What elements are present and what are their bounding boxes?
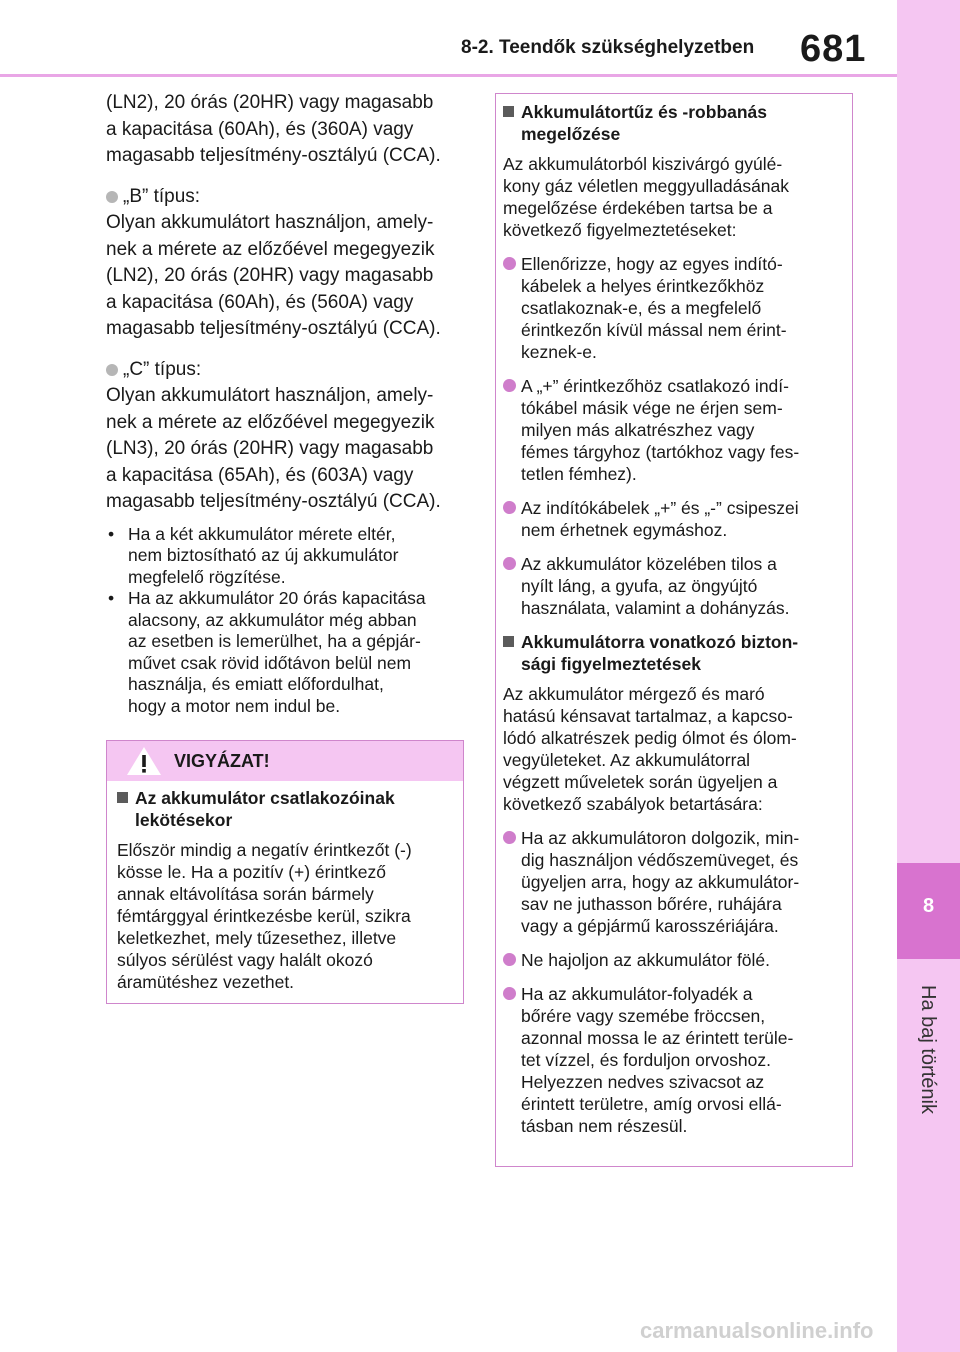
note-bullet: • Ha az akkumulátor 20 órás kapacitása alacsony, az akkumulátor még abban az esetben is lemerülhet, ha a gépjár- művet csak rövid időtávon belül nem használja, és emiatt előfordulhat, hogy a motor nem indul be.	[108, 588, 426, 716]
battery-safety-heading: Akkumulátorra vonatkozó bizton- sági figyelmeztetések	[503, 631, 842, 675]
warning-header	[107, 741, 463, 781]
note-bullets	[106, 524, 468, 718]
bullet-dot-icon	[503, 257, 516, 270]
bullet-dot-icon	[503, 953, 516, 966]
type-b-title: „B” típus:	[123, 185, 201, 207]
chapter-title: Ha baj történik	[917, 985, 939, 1114]
chapter-number: 8	[922, 895, 935, 917]
fire-prevention-heading: Akkumulátortűz és -robbanás megelőzése	[503, 101, 842, 145]
square-bullet-icon	[503, 636, 514, 647]
warning-heading: Az akkumulátor csatlakozóinak lekötésekor	[117, 787, 453, 831]
bullet-dot-icon	[503, 379, 516, 392]
safety-item: Ha az akkumulátoron dolgozik, min- dig használjon védőszemüveget, és ügyeljen arra, hogy az akkumulátor- sav ne juthasson bőrére, ruhájára vagy a gépjármű karosszériájára.	[503, 827, 842, 937]
warning-body: Először mindig a negatív érintkezőt (-) kösse le. Ha a pozitív (+) érintkező annak eltávolítása során bármely fémtárggyal érintkezésbe kerül, szikra keletkezhet, mely tűzesethez, illetve súlyos sérülést vagy halált okozó áramütéshez vezethet.	[117, 840, 412, 992]
safety-item: Az indítókábelek „+” és „-” csipeszei nem érhetnek egymáshoz.	[503, 497, 842, 541]
warning-label: VIGYÁZAT!	[174, 750, 270, 771]
type-c-title: „C” típus:	[123, 358, 202, 380]
bullet-dot-icon	[503, 557, 516, 570]
battery-safety-body: Az akkumulátor mérgező és maró hatású kénsavat tartalmaz, a kapcso- lódó alkatrészek pedig ólmot és ólom- vegyületeket. Az akkumulátorral végzett műveletek során ügyeljen a következő szabályok betartására:	[503, 684, 797, 814]
intro-paragraph: (LN2), 20 órás (20HR) vagy magasabb a kapacitása (60Ah), és (360A) vagy magasabb teljesítmény-osztályú (CCA).	[106, 92, 441, 166]
section-title: 8-2. Teendők szükséghelyzetben	[461, 37, 755, 58]
bullet-dot-icon	[503, 501, 516, 514]
header-divider	[0, 74, 897, 77]
type-c-description: Olyan akkumulátort használjon, amely- nek a mérete az előzőével megegyezik (LN3), 20 órás (20HR) vagy magasabb a kapacitása (65Ah), és (603A) vagy magasabb teljesítmény-osztályú (CCA).	[106, 385, 441, 512]
fire-prevention-body: Az akkumulátorból kiszivárgó gyúlé- kony gáz véletlen meggyulladásának megelőzése érdekében tartsa be a következő figyelmeztetéseket:	[503, 154, 790, 240]
note-bullet: • Ha a két akkumulátor mérete eltér, nem biztosítható az új akkumulátor megfelelő rögzítése.	[108, 523, 399, 587]
left-column	[106, 90, 468, 717]
bullet-dot-icon	[106, 191, 118, 203]
warning-triangle-icon	[126, 746, 162, 776]
watermark-text: carmanualsonline.info	[640, 1318, 874, 1343]
square-bullet-icon	[117, 792, 128, 803]
bullet-dot-icon	[106, 364, 118, 376]
safety-item: Ne hajoljon az akkumulátor fölé.	[503, 949, 842, 971]
safety-item: A „+” érintkezőhöz csatlakozó indí- tókábel másik vége ne érjen sem- milyen más alkatrészhez vagy fémes tárgyhoz (tartókhoz vagy fes- tetlen fémhez).	[503, 375, 842, 485]
safety-box	[495, 93, 853, 1167]
page-number: 681	[800, 28, 867, 70]
type-b-item	[106, 184, 468, 211]
bullet-dot-icon	[503, 831, 516, 844]
safety-item: Ellenőrizze, hogy az egyes indító- kábelek a helyes érintkezőkhöz csatlakoznak-e, és a megfelelő érintkezőn kívül mással nem érint- keznek-e.	[503, 253, 842, 363]
safety-item: Ha az akkumulátor-folyadék a bőrére vagy szemébe fröccsen, azonnal mossa le az érintett terüle- tet vízzel, és forduljon orvoshoz. Helyezzen nedves szivacsot az érintett területre, amíg orvosi ellá- tásban nem részesül.	[503, 983, 842, 1137]
square-bullet-icon	[503, 106, 514, 117]
bullet-dot-icon	[503, 987, 516, 1000]
type-c-item	[106, 357, 468, 384]
warning-box	[106, 740, 464, 1004]
type-b-description: Olyan akkumulátort használjon, amely- nek a mérete az előzőével megegyezik (LN2), 20 órás (20HR) vagy magasabb a kapacitása (60Ah), és (560A) vagy magasabb teljesítmény-osztályú (CCA).	[106, 212, 441, 339]
safety-item: Az akkumulátor közelében tilos a nyílt láng, a gyufa, az öngyújtó használata, valamint a dohányzás.	[503, 553, 842, 619]
